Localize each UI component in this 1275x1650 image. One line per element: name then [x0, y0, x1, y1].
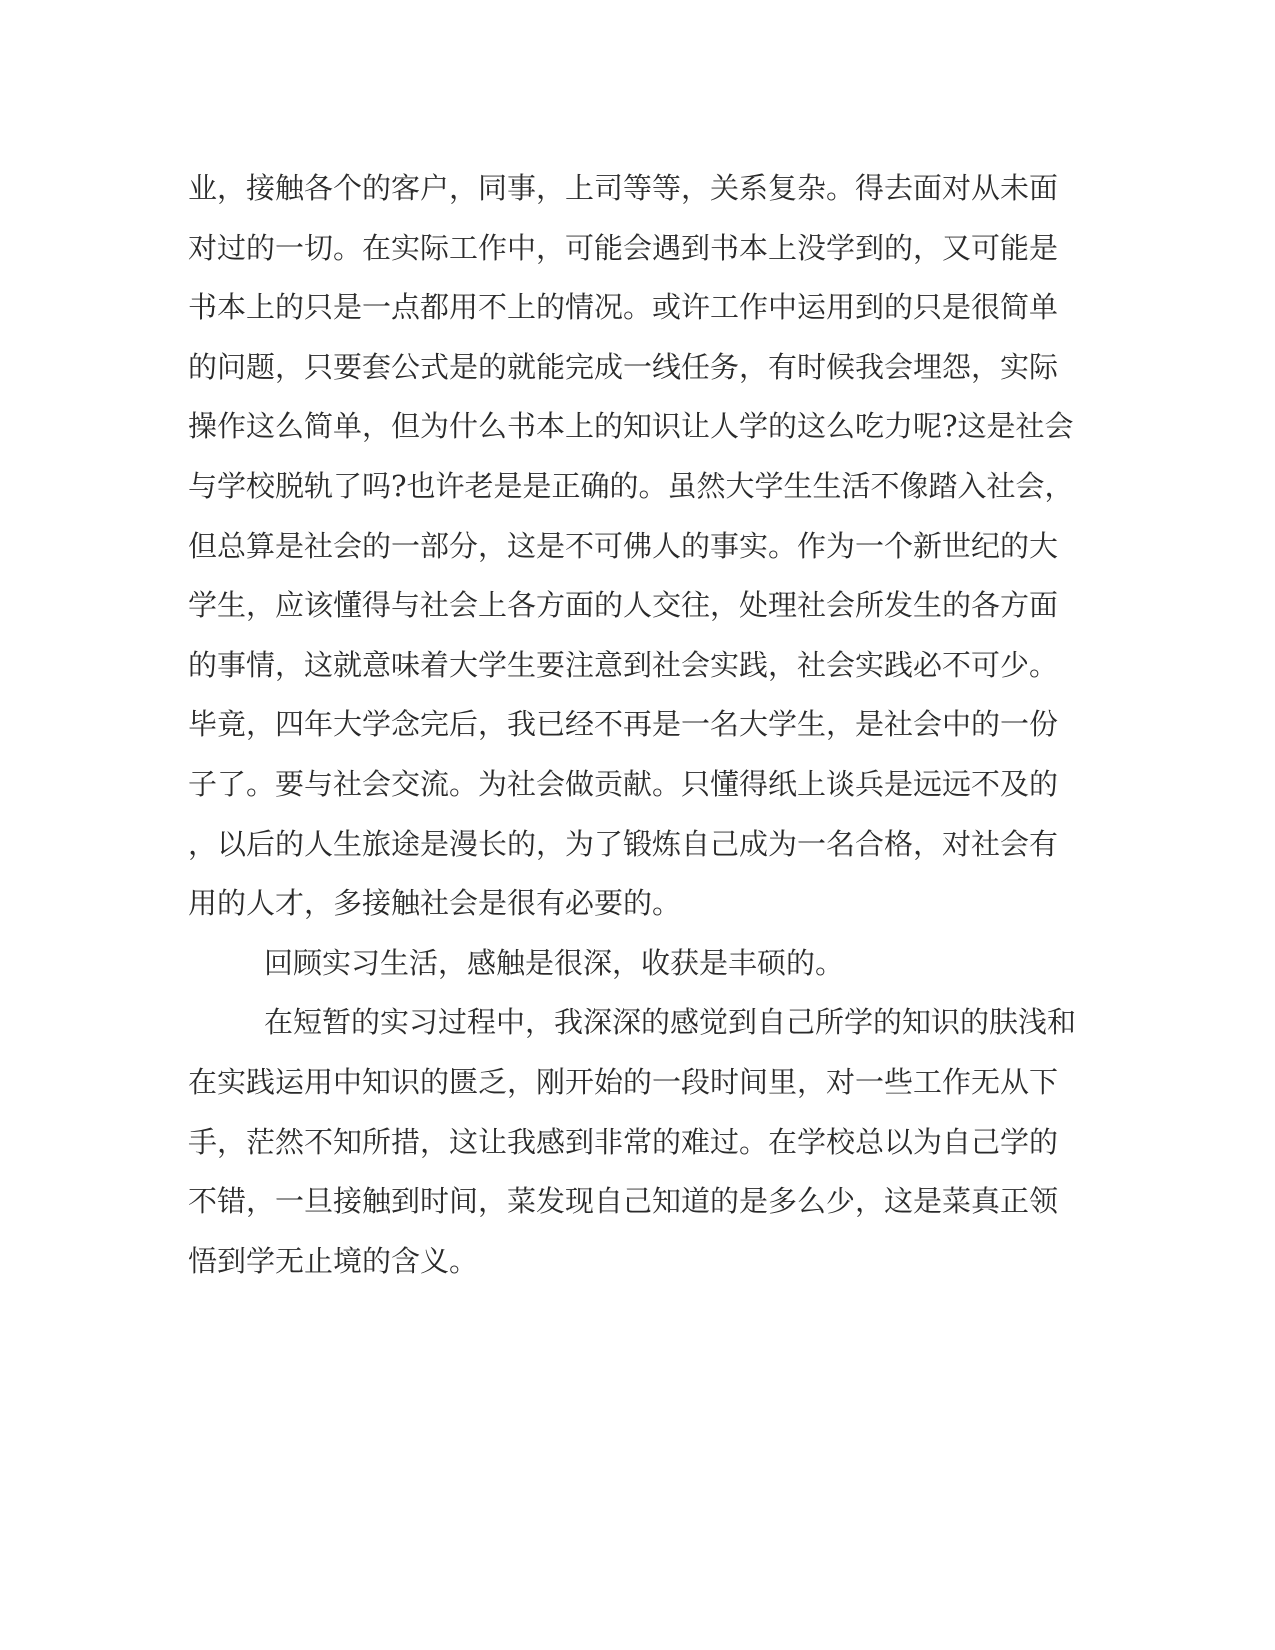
- text-line: 操作这么简单，但为什么书本上的知识让人学的这么吃力呢?这是社会: [188, 409, 1074, 444]
- text-line: 书本上的只是一点都用不上的情况。或许工作中运用到的只是很简单: [188, 290, 1059, 325]
- text-line: 但总算是社会的一部分，这是不可佛人的事实。作为一个新世纪的大: [188, 528, 1059, 563]
- document-body: [188, 159, 1088, 1291]
- text-line: 在实践运用中知识的匮乏，刚开始的一段时间里，对一些工作无从下: [188, 1064, 1059, 1099]
- text-line: 用的人才，多接触社会是很有必要的。: [188, 886, 682, 921]
- text-line: 毕竟，四年大学念完后，我已经不再是一名大学生，是社会中的一份: [188, 707, 1059, 742]
- text-line: 子了。要与社会交流。为社会做贡献。只懂得纸上谈兵是远远不及的: [188, 766, 1059, 801]
- text-line: ，以后的人生旅途是漫长的，为了锻炼自己成为一名合格，对社会有: [188, 826, 1059, 861]
- paragraph-first-line: 在短暂的实习过程中，我深深的感觉到自己所学的知识的肤浅和: [264, 1005, 1077, 1040]
- text-line: 的问题，只要套公式是的就能完成一线任务，有时候我会埋怨，实际: [188, 349, 1059, 384]
- paragraph-first-line: 回顾实习生活，感触是很深，收获是丰硕的。: [264, 945, 845, 980]
- text-line: 的事情，这就意味着大学生要注意到社会实践，社会实践必不可少。: [188, 647, 1059, 682]
- text-line: 对过的一切。在实际工作中，可能会遇到书本上没学到的，又可能是: [188, 230, 1059, 265]
- text-line: 业，接触各个的客户，同事，上司等等，关系复杂。得去面对从未面: [188, 171, 1059, 205]
- text-line: 与学校脱轨了吗?也许老是是正确的。虽然大学生生活不像踏入社会，: [188, 468, 1074, 503]
- text-line: 不错，一旦接触到时间，菜发现自己知道的是多么少，这是菜真正领: [188, 1184, 1059, 1219]
- text-line: 手，茫然不知所措，这让我感到非常的难过。在学校总以为自己学的: [188, 1124, 1059, 1159]
- text-line: 学生，应该懂得与社会上各方面的人交往，处理社会所发生的各方面: [188, 588, 1059, 623]
- text-line: 悟到学无止境的含义。: [188, 1243, 479, 1278]
